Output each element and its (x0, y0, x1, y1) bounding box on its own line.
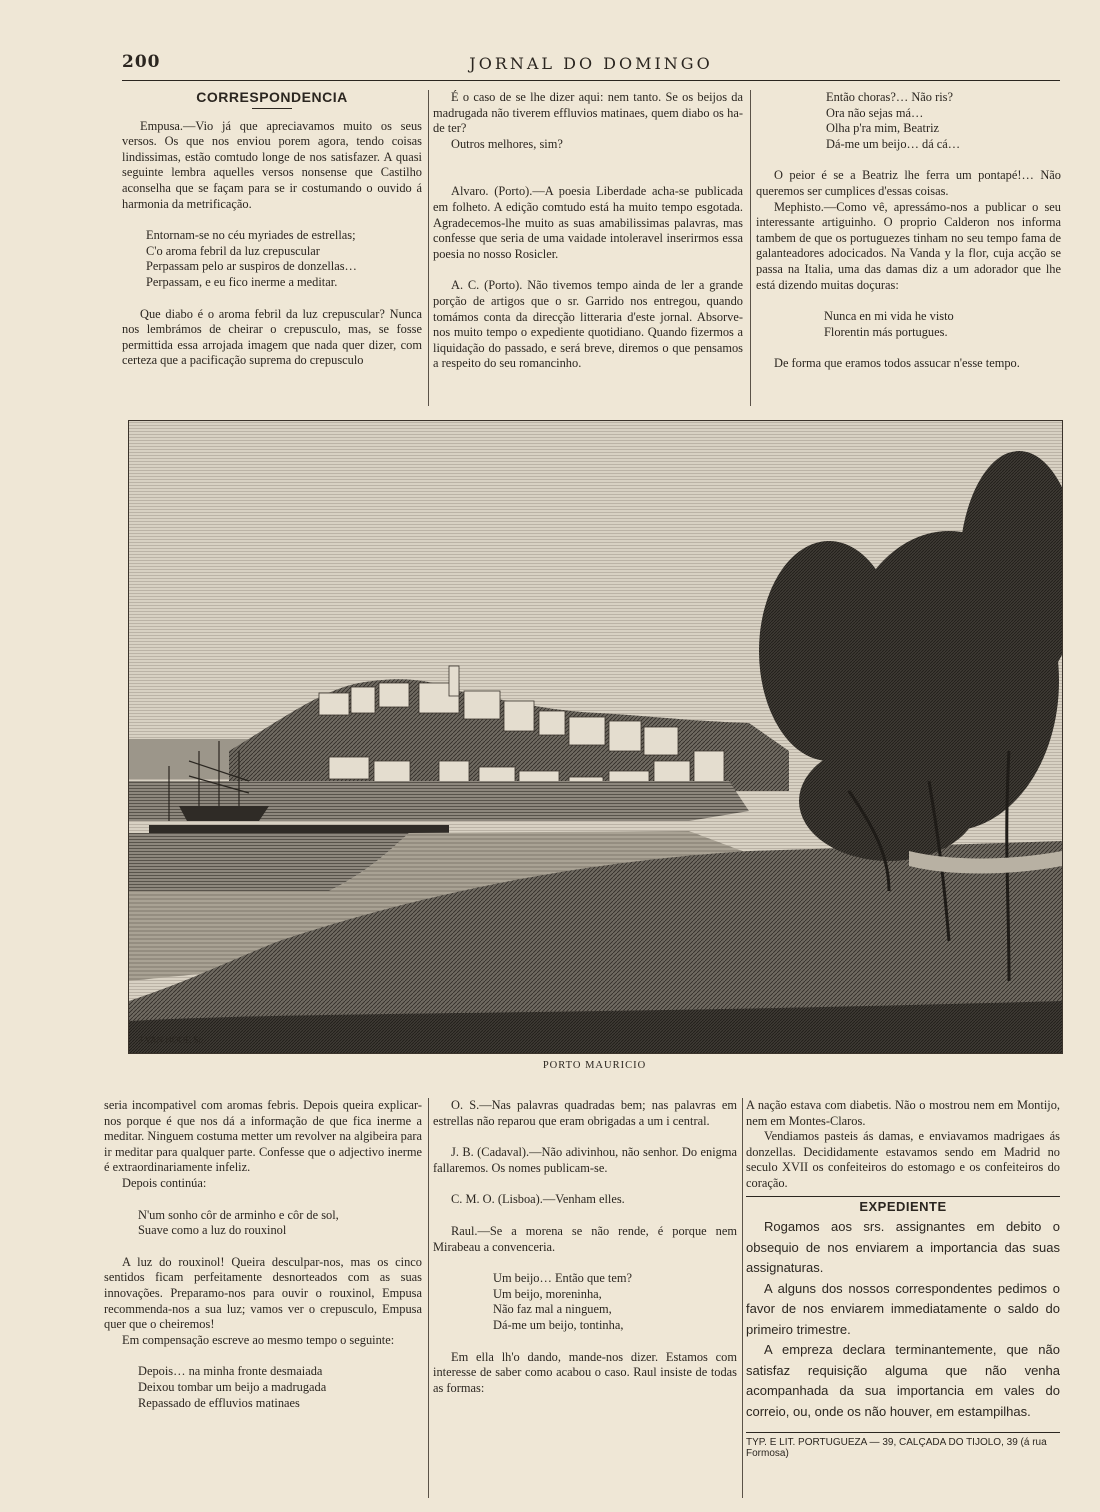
header-rule (122, 80, 1060, 81)
verse-line: Dá-me um beijo… dá cá… (826, 136, 961, 151)
page-number: 200 (122, 52, 161, 72)
expediente-paragraph: A alguns dos nossos correspondentes pedimos o favor de nos enviarem immediatamente o saldo do primeiro trimestre. (746, 1280, 1060, 1337)
column-1-bottom (104, 1098, 422, 1508)
column-1-top (122, 90, 422, 410)
column-divider (428, 90, 429, 406)
verse-line: Deixou tombar um beijo a madrugada (138, 1379, 327, 1394)
column-divider (742, 1098, 743, 1498)
verse-line: Depois… na minha fronte desmaiada (138, 1364, 323, 1379)
verse-line: Florentin más portugues. (824, 324, 948, 339)
paragraph: seria incompativel com aromas febris. Depois queira explicar-nos porque é que nos dá a informação de que fica inerme a meditar. Ninguem costuma metter um revolver na algibeira para ir meditar para qualquer parte. Confesse que o adjectivo inerme é extraordinariamente infeliz. (104, 1098, 422, 1175)
paragraph: Alvaro. (Porto).—A poesia Liberdade acha-se publicada em folheto. A edição comtudo está ha muito tempo esgotada. Agradecemos-lhe muito as suas amabilissimas palavras, mas confesse que seria de uma vaidade intoleravel inserirmos essa poesia no nosso Rosicler. (433, 184, 743, 261)
expediente-paragraph: Rogamos aos srs. assignantes em debito o obsequio de nos enviarem a importancia das suas assignaturas. (746, 1219, 1060, 1276)
title-rule (252, 108, 292, 109)
imprint: TYP. E LIT. PORTUGUEZA — 39, CALÇADA DO TIJOLO, 39 (á rua Formosa) (746, 1432, 1060, 1459)
verse-line: Um beijo… Então que tem? (493, 1271, 633, 1286)
paragraph: Que diabo é o aroma febril da luz crepuscular? Nunca nos lembrámos de cheirar o crepusculo, mas, se fosse permittida essa arrojada imagem que nada quer dizer, com certeza que a pacificação suprema do crepusculo (122, 306, 422, 368)
column-3-top (756, 90, 1061, 410)
page-header (122, 52, 1060, 82)
column-2-bottom (433, 1098, 737, 1508)
paragraph: A. C. (Porto). Não tivemos tempo ainda de ler a grande porção de artigos que o sr. Garrido nos entregou, quando tomámos conta da direcção litteraria d'este jornal. Absorve-nos muito tempo o expediente quotidiano. Quando fizermos a liquidação do passado, e será breve, diremos o que pensamos a respeito do seu romancinho. (433, 278, 743, 371)
paragraph: Depois continúa: (122, 1175, 207, 1190)
verse-line: Olha p'ra mim, Beatriz (826, 121, 940, 136)
masthead-title: JORNAL DO DOMINGO (469, 54, 713, 73)
verse-line: Um beijo, moreninha, (493, 1286, 602, 1301)
engraver-signature: J.VAN HOOF. Sc. (139, 1035, 205, 1045)
expediente-title: EXPEDIENTE (859, 1198, 947, 1214)
paragraph: J. B. (Cadaval).—Não adivinhou, não senhor. Do enigma fallaremos. Os nomes publicam-se. (433, 1145, 737, 1175)
paragraph: A nação estava com diabetis. Não o mostrou nem em Montijo, nem em Montes-Claros. (746, 1098, 1060, 1128)
landscape-illustration (129, 421, 1062, 1053)
paragraph: Outros melhores, sim? (451, 136, 563, 151)
column-2-top (433, 90, 743, 410)
column-divider (428, 1098, 429, 1498)
column-divider (750, 90, 751, 406)
paragraph: Raul.—Se a morena se não rende, é porque nem Mirabeau a convenceria. (433, 1223, 737, 1254)
verse-line: Entornam-se no céu myriades de estrellas; (146, 228, 356, 243)
paragraph: Empusa.—Vio já que apreciavamos muito os seus versos. Os que nos enviou porem agora, tendo coisas lindissimas, estão comtudo longe de nos satisfazer. A quasi seguinte lembra aquelles versos nonsense que Castilho aconselha que se façam para se ir costumando o ouvido á harmonia da metrificação. (122, 118, 422, 211)
paragraph: É o caso de se lhe dizer aqui: nem tanto. Se os beijos da madrugada não tiverem effluvios matinaes, quem diabo os ha-de ter? (433, 90, 743, 136)
verse-line: N'um sonho côr de arminho e côr de sol, (138, 1207, 339, 1222)
verse-line: Repassado de effluvios matinaes (138, 1395, 300, 1410)
verse-line: Perpassam pelo ar suspiros de donzellas… (146, 259, 357, 274)
verse-line: Dá-me um beijo, tontinha, (493, 1317, 624, 1332)
paragraph: Vendiamos pasteis ás damas, e enviavamos madrigaes ás donzellas. Decididamente estavamos sendo em Madrid no seculo XVII os confeiteiros do estomago e os confeiteiros do coração. (746, 1129, 1060, 1190)
verse-line: Não faz mal a ninguem, (493, 1302, 612, 1317)
expediente-paragraph: A empreza declara terminantemente, que não satisfaz requisição alguma que não venha acompanhada da sua importancia em vales do correio, ou, onde os não houver, em estampilhas. (746, 1342, 1060, 1419)
section-title-correspondencia: CORRESPONDENCIA (196, 90, 348, 105)
verse-line: C'o aroma febril da luz crepuscular (146, 243, 320, 258)
paragraph: A luz do rouxinol! Queira desculpar-nos, mas os cinco sentidos ficam perfeitamente desnorteados com as suas innovações. Preparamo-nos para ouvir o rouxinol, Empusa recommenda-nos a sua luz; vamos ver o crepusculo, Empusa quer que o cheiremos! (104, 1254, 422, 1332)
illustration-caption: PORTO MAURICIO (542, 1060, 647, 1071)
verse-line: Perpassam, e eu fico inerme a meditar. (146, 274, 338, 289)
paragraph: Em ella lh'o dando, mande-nos dizer. Estamos com interesse de saber como acabou o caso. Raul insiste de todas as formas: (433, 1349, 737, 1395)
paragraph: C. M. O. (Lisboa).—Venham elles. (451, 1192, 625, 1207)
verse-line: Suave como a luz do rouxinol (138, 1223, 287, 1238)
verse-line: Então choras?… Não ris? (826, 90, 953, 104)
verse-line: Ora não sejas má… (826, 105, 924, 120)
paragraph: Em compensação escreve ao mesmo tempo o seguinte: (122, 1332, 395, 1347)
paragraph: Mephisto.—Como vê, apressámo-nos a publicar o seu interessante artiguinho. O proprio Calderon nos informa tambem de que os portuguezes tinham no seu tempo fama de galanteadores adocicados. Na Vanda y la flor, cuja acção se passa na Italia, uma das damas diz a um adorador que lhe está dizendo muitas doçuras: (756, 199, 1061, 292)
paragraph: O. S.—Nas palavras quadradas bem; nas palavras em estrellas não reparou que eram obrigadas a um i central. (433, 1098, 737, 1128)
verse-line: Nunca en mi vida he visto (824, 309, 954, 324)
paragraph: O peior é se a Beatriz lhe ferra um pontapé!… Não queremos ser cumplices d'essas coisas. (756, 168, 1061, 198)
paragraph: De forma que eramos todos assucar n'esse tempo. (774, 356, 1020, 371)
column-3-bottom (746, 1098, 1060, 1428)
engraving-porto-mauricio (128, 420, 1063, 1054)
